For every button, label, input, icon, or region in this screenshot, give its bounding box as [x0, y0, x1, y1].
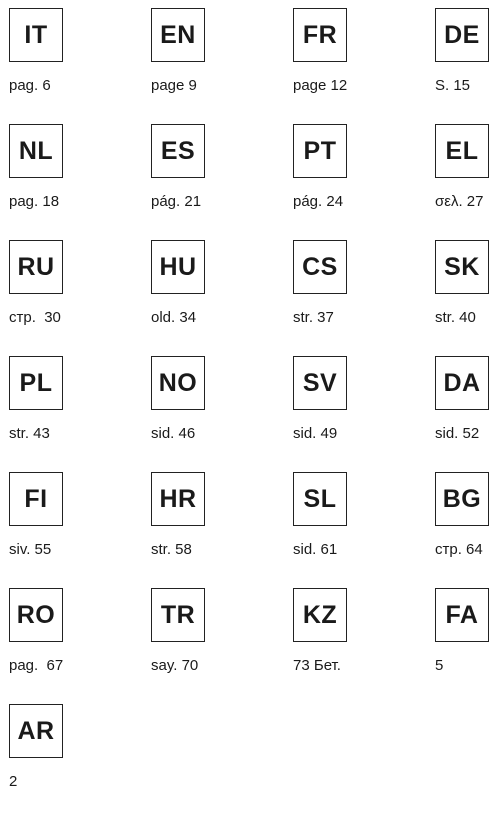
language-code-box: FR	[293, 8, 347, 62]
page-reference: pág. 24	[293, 193, 344, 210]
language-code-box: HU	[151, 240, 205, 294]
page-reference: str. 40	[435, 309, 476, 326]
page-reference: pag. 6	[9, 77, 51, 94]
page-reference: page 9	[151, 77, 197, 94]
language-code-box: RU	[9, 240, 63, 294]
page-reference: pág. 21	[151, 193, 202, 210]
page-reference: str. 37	[293, 309, 334, 326]
page-reference: sid. 61	[293, 541, 338, 558]
language-code-box: IT	[9, 8, 63, 62]
language-entry-fa[interactable]	[433, 588, 495, 704]
language-code-box: EL	[435, 124, 489, 178]
language-entry-es[interactable]	[149, 124, 291, 240]
language-code-box: RO	[9, 588, 63, 642]
language-code-box: TR	[151, 588, 205, 642]
page-reference: pag. 67	[9, 657, 64, 674]
language-entry-tr[interactable]	[149, 588, 291, 704]
page-reference: old. 34	[151, 309, 197, 326]
language-entry-hu[interactable]	[149, 240, 291, 356]
page-reference: 2	[9, 773, 18, 790]
language-code-box: HR	[151, 472, 205, 526]
language-entry-it[interactable]	[7, 8, 149, 124]
language-code-box: FA	[435, 588, 489, 642]
language-entry-no[interactable]	[149, 356, 291, 472]
language-entry-hr[interactable]	[149, 472, 291, 588]
language-code-box: PT	[293, 124, 347, 178]
page-reference: pag. 18	[9, 193, 60, 210]
language-entry-cs[interactable]	[291, 240, 433, 356]
page-reference: say. 70	[151, 657, 199, 674]
language-index-grid	[7, 8, 495, 820]
language-entry-bg[interactable]	[433, 472, 495, 588]
page-reference: str. 58	[151, 541, 192, 558]
language-entry-pl[interactable]	[7, 356, 149, 472]
language-entry-sv[interactable]	[291, 356, 433, 472]
page-reference: sid. 46	[151, 425, 196, 442]
language-code-box: AR	[9, 704, 63, 758]
language-code-box: SL	[293, 472, 347, 526]
page-reference: str. 43	[9, 425, 50, 442]
page-reference: 73 Бет.	[293, 657, 341, 674]
page-reference: sid. 49	[293, 425, 338, 442]
language-code-box: BG	[435, 472, 489, 526]
language-entry-ro[interactable]	[7, 588, 149, 704]
language-code-box: EN	[151, 8, 205, 62]
language-entry-ru[interactable]	[7, 240, 149, 356]
page-reference: S. 15	[435, 77, 471, 94]
language-code-box: NO	[151, 356, 205, 410]
language-code-box: DE	[435, 8, 489, 62]
language-code-box: DA	[435, 356, 489, 410]
language-code-box: NL	[9, 124, 63, 178]
language-entry-ar[interactable]	[7, 704, 149, 820]
page-reference: siv. 55	[9, 541, 52, 558]
language-code-box: FI	[9, 472, 63, 526]
language-entry-kz[interactable]	[291, 588, 433, 704]
language-entry-fr[interactable]	[291, 8, 433, 124]
language-entry-nl[interactable]	[7, 124, 149, 240]
language-code-box: KZ	[293, 588, 347, 642]
language-entry-fi[interactable]	[7, 472, 149, 588]
language-entry-da[interactable]	[433, 356, 495, 472]
language-code-box: SK	[435, 240, 489, 294]
language-entry-de[interactable]	[433, 8, 495, 124]
language-entry-sl[interactable]	[291, 472, 433, 588]
page-reference: стр. 30	[9, 309, 61, 326]
page-reference: σελ. 27	[435, 193, 484, 210]
language-code-box: CS	[293, 240, 347, 294]
language-entry-el[interactable]	[433, 124, 495, 240]
language-entry-pt[interactable]	[291, 124, 433, 240]
language-code-box: PL	[9, 356, 63, 410]
language-code-box: SV	[293, 356, 347, 410]
language-code-box: ES	[151, 124, 205, 178]
page-reference: стр. 64	[435, 541, 483, 558]
language-entry-en[interactable]	[149, 8, 291, 124]
page-reference: 5	[435, 657, 444, 674]
language-entry-sk[interactable]	[433, 240, 495, 356]
page-reference: page 12	[293, 77, 348, 94]
page-reference: sid. 52	[435, 425, 480, 442]
